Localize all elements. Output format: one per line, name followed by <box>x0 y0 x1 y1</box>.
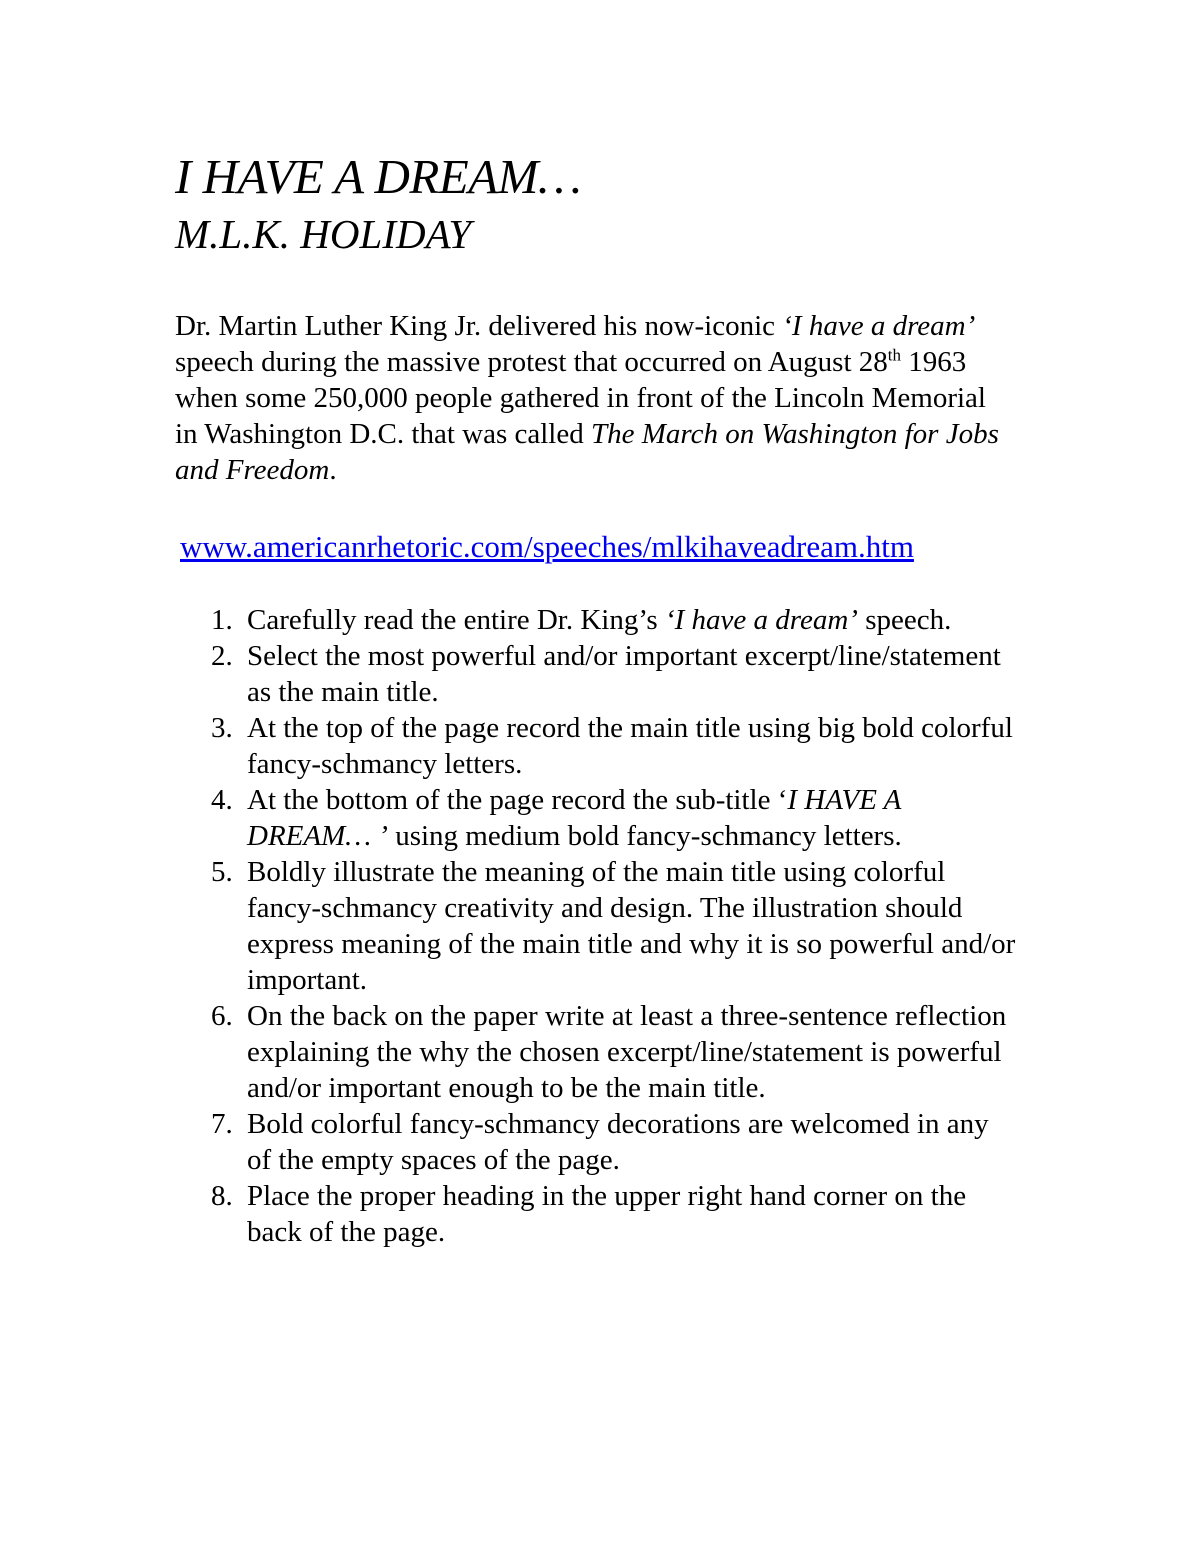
link-line <box>180 528 1035 566</box>
list-item-number: 2. <box>211 640 233 672</box>
intro-text: Dr. Martin Luther King Jr. delivered his now-iconic <box>175 310 783 342</box>
list-item-text: using medium bold fancy-schmancy letters. <box>387 820 902 852</box>
list-item-emphasis: I HAVE A DREAM… ’ <box>247 784 901 852</box>
list-item <box>175 1106 1017 1178</box>
list-item-text: Select the most powerful and/or important excerpt/line/statement as the main title. <box>247 640 1001 708</box>
list-item <box>175 638 1017 710</box>
instructions-list <box>175 602 1035 1250</box>
intro-text: 1963 when some 250,000 people gathered in front of the Lincoln Memorial in Washington D.C. that was called <box>175 346 986 450</box>
intro-text: . <box>329 454 337 486</box>
list-item <box>175 602 1017 638</box>
speech-title: ‘I have a dream’ <box>782 310 976 342</box>
speech-link[interactable]: www.americanrhetoric.com/speeches/mlkihaveadream.htm <box>180 529 914 564</box>
list-item <box>175 710 1017 782</box>
page-title: I HAVE A DREAM… <box>175 149 582 204</box>
list-item-number: 4. <box>211 784 233 816</box>
date-suffix: th <box>887 345 901 365</box>
list-item <box>175 998 1017 1106</box>
list-item-emphasis: ‘I have a dream’ <box>664 604 858 636</box>
list-item <box>175 854 1017 998</box>
list-item-number: 1. <box>211 604 233 636</box>
list-item <box>175 782 1017 854</box>
list-item-text: Place the proper heading in the upper right hand corner on the back of the page. <box>247 1180 967 1248</box>
list-item-text: At the bottom of the page record the sub-title ‘ <box>247 784 788 816</box>
list-item-number: 5. <box>211 856 233 888</box>
list-item-text: On the back on the paper write at least a three-sentence reflection explaining the why the chosen excerpt/line/statement is powerful and/or important enough to be the main title. <box>247 1000 1007 1104</box>
list-item-text: Carefully read the entire Dr. King’s <box>247 604 665 636</box>
list-item-text: Boldly illustrate the meaning of the main title using colorful fancy-schmancy creativity and design. The illustration should express meaning of the main title and why it is so powerful and/or important. <box>247 856 1016 996</box>
list-item-text: Bold colorful fancy-schmancy decorations are welcomed in any of the empty spaces of the page. <box>247 1108 989 1176</box>
list-item <box>175 1178 1017 1250</box>
page-subtitle: M.L.K. HOLIDAY <box>175 211 472 257</box>
list-item-number: 3. <box>211 712 233 744</box>
event-name: The March on Washington for Jobs and Freedom <box>175 418 999 486</box>
list-item-number: 6. <box>211 1000 233 1032</box>
list-item-text: At the top of the page record the main title using big bold colorful fancy-schmancy letters. <box>247 712 1013 780</box>
list-item-number: 8. <box>211 1180 233 1212</box>
document-page <box>175 150 1035 1250</box>
list-item-number: 7. <box>211 1108 233 1140</box>
intro-paragraph <box>175 308 1015 488</box>
intro-text: speech during the massive protest that occurred on August 28 <box>175 346 888 378</box>
list-item-text: speech. <box>857 604 952 636</box>
